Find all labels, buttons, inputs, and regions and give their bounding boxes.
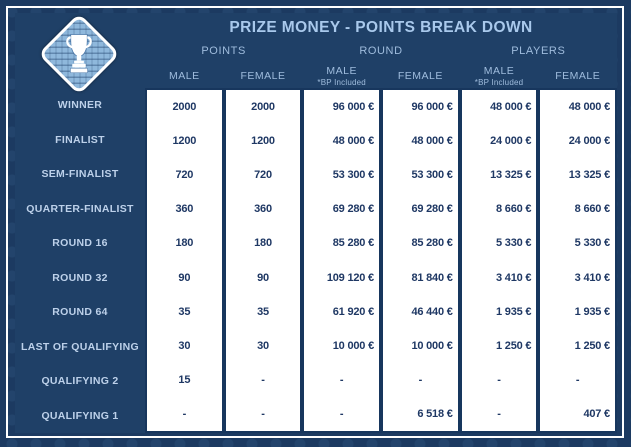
table-cell: 360 (175, 203, 194, 216)
column-label: MALE (169, 70, 200, 82)
table-cell: 407 € (583, 407, 610, 420)
table-cell: 10 000 € (411, 339, 453, 352)
column-note: *BP Included (317, 78, 366, 87)
column-label: FEMALE (240, 70, 286, 82)
trophy-icon (64, 32, 94, 76)
table-cell: 720 (254, 169, 272, 182)
row-label: ROUND 16 (52, 237, 108, 250)
table-body (15, 88, 617, 433)
table-cell: 1 935 € (496, 305, 532, 318)
table-cell: - (497, 373, 501, 386)
table-cell: 15 (178, 373, 191, 386)
table-cell: 30 (257, 339, 269, 352)
table-cell: 6 518 € (417, 407, 453, 420)
table-column (538, 88, 617, 433)
table-cell: 180 (175, 237, 194, 250)
table-cell: - (418, 373, 423, 386)
row-label: QUALIFYING 2 (41, 375, 119, 388)
table-cell: 1 250 € (574, 339, 610, 352)
prize-table-panel (15, 13, 617, 433)
table-cell: 48 000 € (411, 135, 453, 148)
table-title: PRIZE MONEY - POINTS BREAK DOWN (229, 19, 533, 36)
table-cell: 85 280 € (411, 237, 453, 250)
logo-pattern (38, 13, 120, 95)
table-column (302, 88, 381, 433)
data-columns (145, 88, 617, 433)
table-cell: - (575, 373, 580, 386)
row-label: WINNER (57, 99, 103, 112)
column-label: FEMALE (397, 70, 443, 82)
row-label: LAST OF QUALIFYING (21, 340, 139, 353)
table-column (381, 88, 460, 433)
table-cell: 46 440 € (411, 305, 453, 318)
table-cell: 13 325 € (568, 169, 610, 182)
table-cell: 8 660 € (496, 203, 532, 216)
table-cell: 5 330 € (574, 237, 610, 250)
table-cell: 48 000 € (332, 135, 374, 148)
table-cell: 85 280 € (332, 237, 374, 250)
table-cell: 48 000 € (568, 101, 610, 114)
row-label: QUALIFYING 1 (41, 409, 119, 422)
column-label: MALE (483, 65, 515, 77)
column-label: FEMALE (555, 70, 601, 82)
table-column (224, 88, 303, 433)
table-cell: 2000 (251, 101, 275, 114)
table-cell: 3 410 € (574, 271, 610, 284)
table-cell: 96 000 € (411, 101, 453, 114)
table-cell: 61 920 € (332, 305, 374, 318)
table-cell: 90 (257, 271, 269, 284)
table-cell: - (261, 407, 265, 420)
table-cell: 3 410 € (496, 271, 532, 284)
table-cell: 48 000 € (490, 101, 532, 114)
column-note: *BP Included (474, 78, 524, 87)
table-cell: 30 (178, 339, 191, 352)
table-cell: 53 300 € (411, 169, 453, 182)
column-label: MALE (326, 65, 357, 77)
table-cell: 13 325 € (490, 169, 532, 182)
table-column (460, 88, 539, 433)
group-header-players: PLAYERS (511, 45, 566, 57)
table-cell: 24 000 € (568, 135, 610, 148)
table-cell: 1200 (251, 135, 275, 148)
row-label: ROUND 32 (52, 271, 108, 284)
table-cell: 1 250 € (496, 339, 532, 352)
table-cell: 720 (175, 169, 194, 182)
world-cup-logo (39, 14, 115, 90)
table-cell: - (497, 407, 501, 420)
table-cell: 35 (178, 305, 191, 318)
table-cell: 5 330 € (496, 237, 532, 250)
group-header-round: ROUND (359, 45, 403, 57)
row-label: SEM-FINALIST (41, 168, 119, 181)
column-group-header-row (145, 45, 617, 57)
table-cell: 8 660 € (574, 203, 610, 216)
table-cell: - (339, 373, 344, 386)
row-label: FINALIST (55, 133, 105, 146)
table-cell: 2000 (172, 101, 197, 114)
table-cell: - (339, 407, 344, 420)
row-label: QUARTER-FINALIST (26, 202, 134, 215)
table-cell: 53 300 € (332, 169, 374, 182)
table-cell: - (261, 373, 265, 386)
table-cell: 109 120 € (326, 271, 374, 284)
table-cell: 24 000 € (490, 135, 532, 148)
table-cell: 69 280 € (411, 203, 453, 216)
table-cell: 90 (178, 271, 191, 284)
table-cell: 81 840 € (411, 271, 453, 284)
table-cell: 1200 (172, 135, 197, 148)
row-label: ROUND 64 (52, 306, 108, 319)
table-cell: 10 000 € (332, 339, 374, 352)
table-cell: 1 935 € (574, 305, 610, 318)
table-cell: 180 (254, 237, 272, 250)
logo-diamond (38, 13, 120, 95)
row-label-column (15, 88, 145, 433)
table-cell: 360 (254, 203, 272, 216)
table-cell: 69 280 € (332, 203, 374, 216)
table-cell: - (182, 407, 187, 420)
table-cell: 35 (257, 305, 269, 318)
group-header-points: POINTS (201, 45, 246, 57)
table-cell: 96 000 € (332, 101, 374, 114)
table-column (145, 88, 224, 433)
